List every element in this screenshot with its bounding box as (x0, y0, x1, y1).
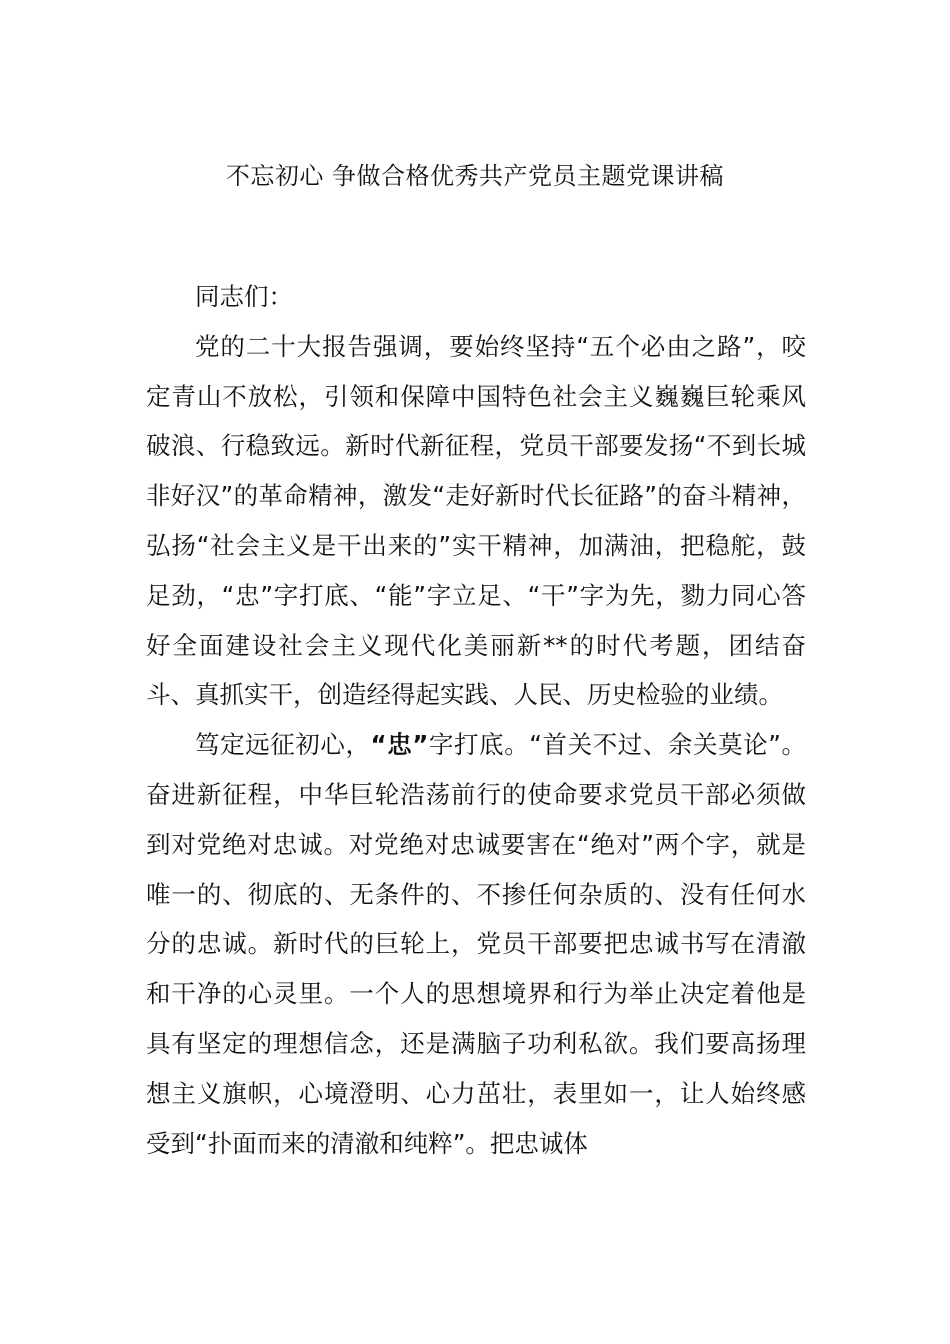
paragraph-2 (146, 720, 806, 1168)
salutation: 同志们： (195, 282, 293, 311)
document-title: 不忘初心 争做合格优秀共产党员主题党课讲稿 (225, 162, 725, 190)
paragraph-2-emphasis: “忠” (370, 730, 429, 760)
paragraph-1: 党的二十大报告强调，要始终坚持“五个必由之路”，咬定青山不放松，引领和保障中国特色社会主义巍巍巨轮乘风破浪、行稳致远。新时代新征程，党员干部要发扬“不到长城非好汉”的革命精神，激发“走好新时代长征路”的奋斗精神，弘扬“社会主义是干出来的”实干精神，加满油，把稳舵，鼓足劲，“忠”字打底、“能”字立足、“干”字为先，勠力同心答好全面建设社会主义现代化美丽新**的时代考题，团结奋斗、真抓实干，创造经得起实践、人民、历史检验的业绩。 (146, 331, 806, 710)
paragraph-2-rest: 字打底。“首关不过、余关莫论”。奋进新征程，中华巨轮浩荡前行的使命要求党员干部必须做到对党绝对忠诚。对党绝对忠诚要害在“绝对”两个字，就是唯一的、彻底的、无条件的、不掺任何杂质的、没有任何水分的忠诚。新时代的巨轮上，党员干部要把忠诚书写在清澈和干净的心灵里。一个人的思想境界和行为举止决定着他是具有坚定的理想信念，还是满脑子功利私欲。我们要高扬理想主义旗帜，心境澄明、心力茁壮，表里如一，让人始终感受到“扑面而来的清澈和纯粹”。把忠诚体 (146, 730, 806, 1158)
document-body (146, 272, 806, 1168)
paragraph-2-lead: 笃定远征初心， (195, 730, 371, 760)
